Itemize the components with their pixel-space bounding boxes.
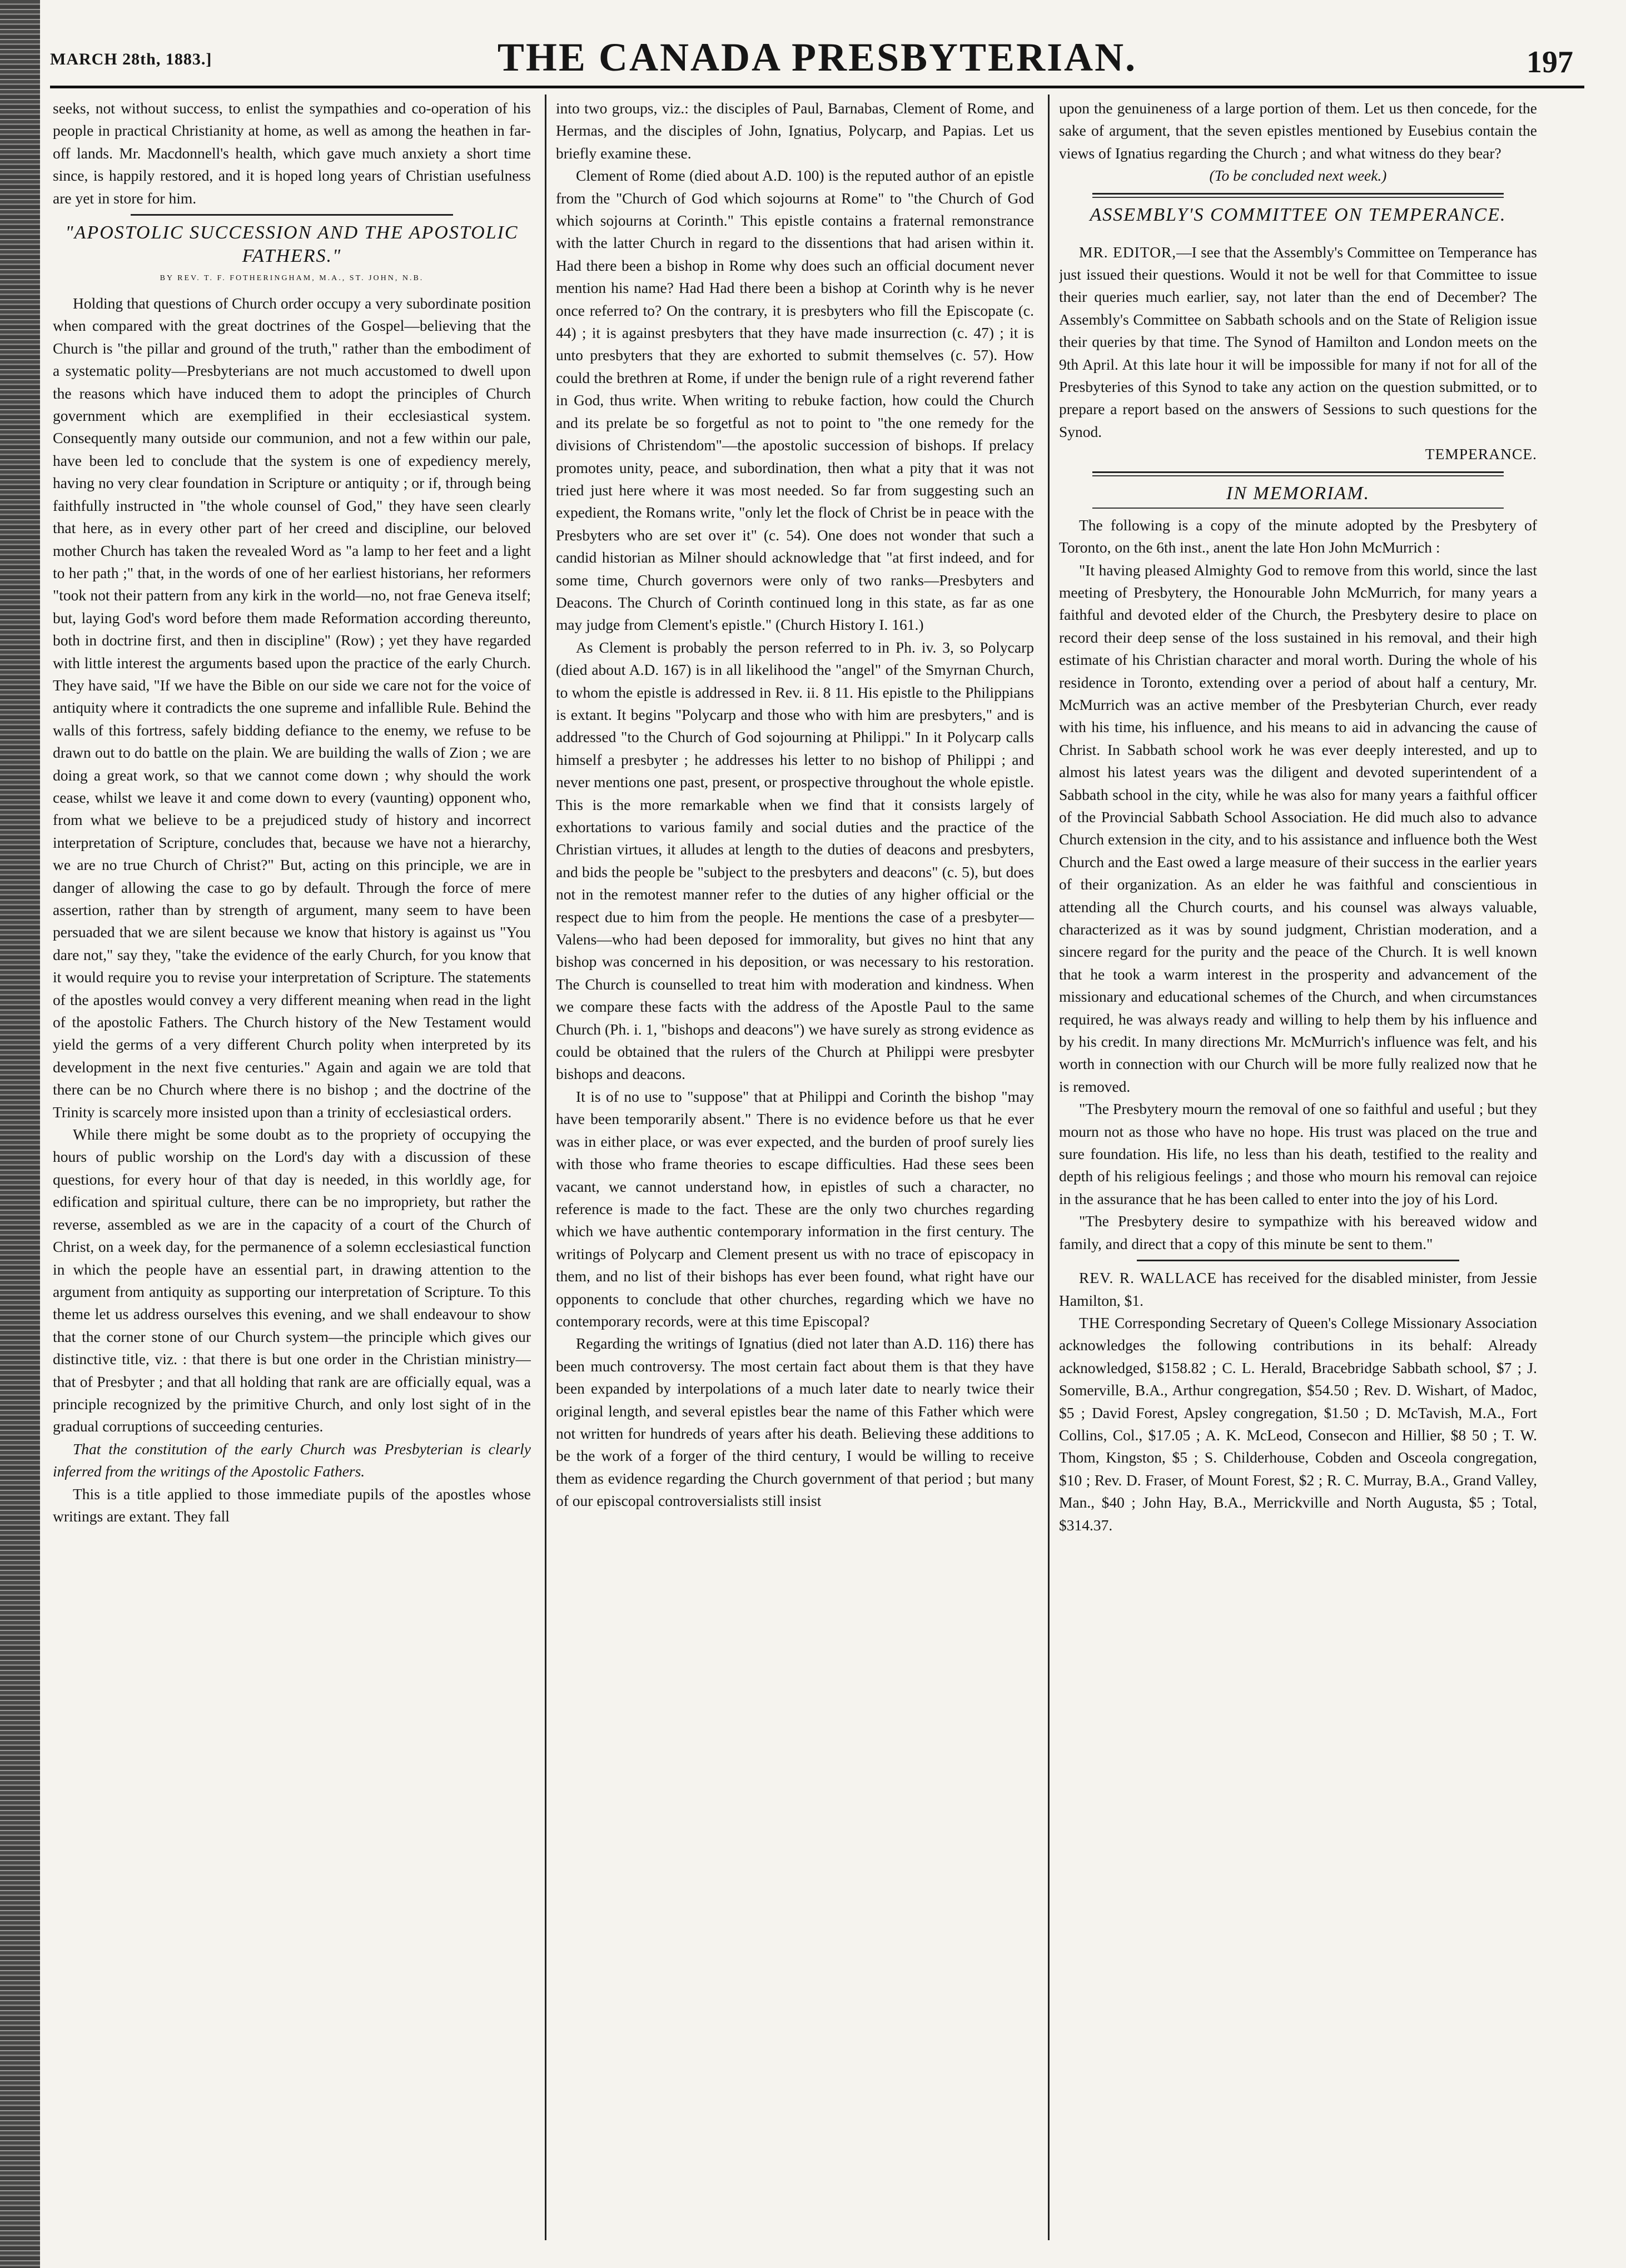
column-divider-1 [545,94,546,2240]
temperance-title: ASSEMBLY'S COMMITTEE ON TEMPERANCE. [1090,204,1506,225]
article-paragraph: upon the genuineness of a large portion of them. Let us then concede, for the sake of argument, that the seven epistles mentioned by Eusebius contain the views of Ignatius regarding the Church ; and what witness do they bear? [1059,100,1537,162]
memoriam-intro: The following is a copy of the minute adopted by the Presbytery of Toronto, on the 6th inst., anent the late Hon John McMurrich : [1059,516,1537,556]
letter-salutation: MR. EDITOR, [1079,243,1177,261]
article-thesis: That the constitution of the early Church was Presbyterian is clearly inferred from the writings of the Apostolic Fathers. [53,1440,531,1480]
article-title: "APOSTOLIC SUCCESSION AND THE APOSTOLIC FATHERS." [65,222,519,267]
column-1 [53,97,531,2232]
article-paragraph: While there might be some doubt as to the propriety of occupying the hours of public worship on the Lord's day with a discussion of these questions, for every hour of that day is needed, in this worldly age, for edification and spiritual culture, there can be no impropriety, but rather the reverse, assembled as we are in the capacity of a court of the Church of Christ, on a week day, for the permanence of a solemn ecclesiastical function in which the people have an essential part, in drawing attention to the argument from antiquity as supporting our interpretation of Scripture. To this theme let us address ourselves this evening, and we shall endeavour to show that the corner stone of our Church system—the principle which gives our distinctive title, viz. : that there is but one order in the Christian ministry—that of Presbyter ; and that all holding that rank are are officially equal, was a principle recognized by the primitive Church, and only lost sight of in the gradual corruptions of succeeding centuries. [53,1126,531,1435]
queens-notice [1059,1312,1537,1536]
article-separator [131,214,453,216]
article-separator-thin [1092,197,1504,198]
masthead-title: THE CANADA PRESBYTERIAN. [497,35,1137,79]
article-paragraph: As Clement is probably the person referred to in Ph. iv. 3, so Polycarp (died about A.D. 167) is in all likelihood the "angel" of the Smyrnan Church, to whom the epistle is addressed in Rev. ii. 8 11. His epistle to the Philippians is extant. It begins "Polycarp and those who with him are presbyters," and is addressed "to the Church of God sojourning at Philippi." In it Polycarp calls himself a presbyter ; he addresses his letter to no bishop of Philippi ; and never mentions one past, present, or prospective throughout the whole epistle. This is the more remarkable when we find that it consists largely of exhortations to various family and social duties and the practice of the Christian virtues, it alludes at length to the duties of deacons and presbyters, and bids the people be "subject to the presbyters and deacons" (c. 5), but does not in the remotest manner refer to the duties of any higher official or the respect due to him from the people. He mentions the case of a presbyter—Valens—who had been deposed for immorality, but gives no hint that any bishop was concerned in his deposition, or was necessary to his restoration. The Church is counselled to treat him with moderation and kindness. When we compare these facts with the address of the Apostle Paul to the same Church (Ph. i. 1, "bishops and deacons") we have surely as strong evidence as could be obtained that the rulers of the Church at Philippi were presbyter bishops and deacons. [556,638,1034,1083]
article-paragraph: Clement of Rome (died about A.D. 100) is the reputed author of an epistle from the "Church of God which sojourns at Rome" to "the Church of God which sojourns at Corinth." This epistle contains a fraternal remonstrance with the latter Church in regard to the dissentions that had arisen within it. Had there been a bishop in Rome why does such an official document never mention his name? Had Had there been a bishop at Corinth why is he never once referred to? On the contrary, it is presbyters who fill the Episcopate (c. 44) ; it is against presbyters that they have made insurrection (c. 47) ; it is unto presbyters that they are exhorted to submit themselves (c. 57). How could the brethren at Rome, if under the benign rule of a right reverend father in God, thus write. When writing to rebuke faction, how could the Church and its prelate be so forgetful as not to point to "the one remedy for the divisions of Christendom"—the apostolic succession of bishops. If prelacy promotes unity, peace, and subordination, then what a pity that it was not tried just here where it was most needed. So far from suggesting such an expedient, the Romans write, "only let the flock of Christ be in peace with the Presbyters who are set over it" (c. 54). One does not wonder that such a candid historian as Milner should acknowledge that "at first indeed, and for some time, Church governors were only of two ranks—Presbyters and Deacons. The Church of Corinth continued long in this state, as far as one may judge from Clement's epistle." (Church History I. 161.) [556,167,1034,634]
header-rule [50,86,1584,88]
article-paragraph: Holding that questions of Church order occupy a very subordinate position when compared with the great doctrines of the Gospel—believing that the Church is "the pillar and ground of the truth," rather than the embodiment of a systematic polity—Presbyterians are not much accustomed to dwell upon the reasons which have induced them to adopt the principles of Church government which are exemplified in their ecclesiastical system. Consequently many outside our communion, and not a few within our pale, have been led to conclude that the system is one of expediency merely, having no very clear foundation in Scripture or antiquity ; or if, through being faithfully instructed in "the whole counsel of God," they have seen clearly that here, as in every other part of her creed and discipline, our beloved mother Church has taken the revealed Word as "a lamp to her feet and a light to her path ;" that, in the words of one of her earliest historians, her reformers "took not their pattern from any kirk in the world—no, not frae Geneva itself; but, laying God's word before them made Reformation according thereunto, both in doctrine first, and then in discipline" (Row) ; yet they have regarded with little interest the arguments based upon the practice of the early Church. They have said, "If we have the Bible on our side we care not for the voice of antiquity where it contradicts the one supreme and infallible Rule. Behind the walls of this fortress, safely bidding defiance to the enemy, we refuse to be drawn out to do battle on the plain. We are building the walls of Zion ; we are doing a great work, so that we cannot come down ; why should the work cease, whilst we leave it and come down to every (vaunting) opponent who, from what we believe to be a prejudiced study of history and incorrect interpretation of Scripture, concludes that, because we have not a hierarchy, we are no true Church of Christ?" But, acting on this principle, we are in danger of allowing the case to go by default. Through the force of mere assertion, rather than by strength of argument, many seem to have been persuaded that we are silent because we know that history is against us "You dare not," say they, "take the evidence of the early Church, for you know that it would require you to revise your interpretation of Scripture. The statements of the apostles would convey a very different meaning when read in the light of the apostolic Fathers. The Church history of the New Testament would yield the germs of a very different Church polity when interpreted by its development in the next five centuries." Again and again we are told that there can be no Church where there is no bishop ; and the doctrine of the Trinity is scarcely more insisted upon than a trinity of ecclesiastical orders. [53,295,531,1121]
article-paragraph: It is of no use to "suppose" that at Philippi and Corinth the bishop "may have been temporarily absent." There is no evidence before us that he ever was in either place, or was ever expected, and the burden of proof surely lies with those who frame theories to escape difficulties. Had these sees been vacant, we cannot understand how, in epistles of such a character, no reference is made to the fact. These are the only two churches regarding which we have authentic contemporary information in the first century. The writings of Polycarp and Clement present us with no trace of episcopacy in them, and no list of their bishops has ever been found, what right have our opponents to conclude that other churches, regarding which we have no contemporary records, were at this time Episcopal? [556,1087,1034,1330]
article-paragraph: into two groups, viz.: the disciples of Paul, Barnabas, Clement of Rome, and Hermas, and the disciples of John, Ignatius, Polycarp, and Papias. Let us briefly examine these. [556,100,1034,162]
memoriam-paragraph: "The Presbytery desire to sympathize with his bereaved widow and family, and direct that a copy of this minute be sent to them." [1059,1212,1537,1252]
temperance-letter [1059,241,1537,444]
article-separator-thin [1092,475,1504,476]
wallace-name: REV. R. WALLACE [1079,1269,1217,1287]
article-byline: BY REV. T. F. FOTHERINGHAM, M.A., ST. JOHN, N.B. [160,274,424,283]
memoriam-title: IN MEMORIAM. [1226,483,1370,504]
column-3 [1059,97,1537,2232]
article-paragraph: This is a title applied to those immediate pupils of the apostles whose writings are extant. They fall [53,1485,531,1525]
wallace-body: has received for the disabled minister, from Jessie Hamilton, $1. [1059,1269,1537,1309]
article-separator [1092,193,1504,195]
letter-body: —I see that the Assembly's Committee on Temperance has just issued their questions. Would it not be well for that Committee to issue their queries much earlier, say, not later than the end of December? The Assembly's Committee on Sabbath schools and on the State of Religion issue their queries by that time. The Synod of Hamilton and London meets on the 9th April. At this late hour it will be impossible for many if not for all of the Presbyteries of this Synod to take any action on the question submitted, or to prepare a report based on the answers of Sessions to such questions for the Synod. [1059,243,1537,440]
article-separator [1092,471,1504,473]
binding-edge [0,0,40,2268]
column-2 [556,97,1034,2232]
article-paragraph: Regarding the writings of Ignatius (died not later than A.D. 116) there has been much controversy. The most certain fact about them is that they have been expanded by interpolations of a much later date to nearly twice their original length, and several epistles bear the name of this Father which were not written for hundreds of years after his death. Believing these additions to be the work of a forger of the third century, I would be willing to receive them as evidence regarding the Church government of that period ; but many of our episcopal controversialists still insist [556,1335,1034,1510]
letter-signature: TEMPERANCE. [1425,445,1537,463]
queens-body: Corresponding Secretary of Queen's College Missionary Association acknowledges the following contributions in its behalf: Already acknowledged, $158.82 ; C. L. Herald, Bracebridge Sabbath school, $7 ; J. Somerville, B.A., Arthur congregation, $54.50 ; Rev. D. Wishart, of Madoc, $5 ; David Forest, Apsley congregation, $1.50 ; D. McTavish, M.A., Fort Collins, Col., $17.05 ; A. K. McLeod, Consecon and Hillier, $8 50 ; T. W. Thom, Kingston, $5 ; S. Childerhouse, Cobden and Osceola congregation, $10 ; Rev. D. Fraser, of Mount Forest, $2 ; R. C. Murray, B.A., Grand Valley, Man., $40 ; John Hay, B.A., Merrickville and North Augusta, $5 ; Total, $314.37. [1059,1314,1537,1534]
wallace-notice [1059,1267,1537,1312]
page-header [50,28,1584,89]
column-divider-2 [1048,94,1050,2240]
queens-lead: THE [1079,1314,1111,1331]
memoriam-paragraph: "The Presbytery mourn the removal of one so faithful and useful ; but they mourn not as those who have no hope. His trust was placed on the true and sure foundation. His life, no less than his death, testified to the reality and depth of his religious feelings ; and those who mourn his removal can rejoice in the assurance that he has been called to enter into the joy of his Lord. [1059,1100,1537,1207]
memoriam-paragraph: "It having pleased Almighty God to remove from this world, since the last meeting of Presbytery, the Honourable John McMurrich, for many years a faithful and devoted elder of the Church, the Presbytery desire to place on record their deep sense of the loss sustained in his removal, and their high estimate of his Christian character and moral worth. During the whole of his residence in Toronto, extending over a period of about half a century, Mr. McMurrich was an active member of the Presbyterian Church, ever ready with his time, his influence, and his means to aid in advancing the cause of Christ. In Sabbath school work he was ever deeply interested, and up to almost his latest years was the diligent and devoted superintendent of a Sabbath school in the city, while he was also for many years a faithful officer of the Provincial Sabbath School Association. He did much also to advance Church extension in the city, and to his assistance and influence both the West Church and the East owed a large measure of their success in the earlier years of their organization. As an elder he was faithful and conscientious in attending all the Church courts, and his counsel was always valuable, characterized as it was by sound judgment, Christian moderation, and a sincere regard for the purity and the peace of the Church. It is well known that he took a warm interest in the prosperity and advancement of the missionary and educational schemes of the Church, and when circumstances required, he was always ready and willing to help them by his influence and by his credit. In many directions Mr. McMurrich's influence was felt, and his worth in connection with our Church will be more fully realized now that he is removed. [1059,561,1537,1095]
article-separator-thin [1092,508,1504,509]
carryover-paragraph: seeks, not without success, to enlist the sympathies and co-operation of his people in practical Christianity at home, as well as among the heathen in far-off lands. Mr. Macdonnell's health, which gave much anxiety a short time since, is happily restored, and it is hoped long years of Christian usefulness are yet in store for him. [53,100,531,207]
continued-note: (To be concluded next week.) [1209,167,1387,185]
issue-date: MARCH 28th, 1883.] [50,50,212,68]
page-number: 197 [1526,45,1573,79]
article-separator [1137,1260,1459,1261]
